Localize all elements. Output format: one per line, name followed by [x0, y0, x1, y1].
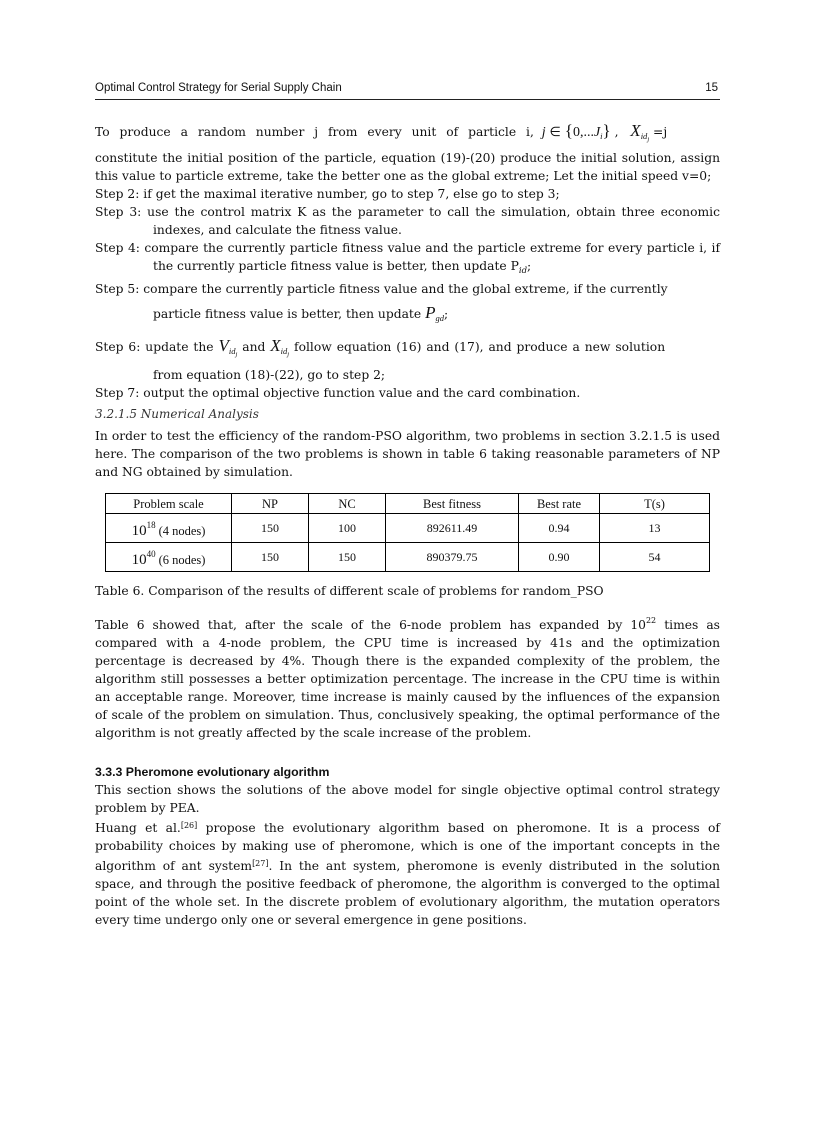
scale-exponent: 18 — [146, 520, 156, 530]
col-header-best-fitness: Best fitness — [386, 494, 519, 514]
pea-text-a: Huang et al. — [95, 821, 181, 835]
col-header-np: NP — [232, 494, 309, 514]
section-heading-numerical: 3.2.1.5 Numerical Analysis — [95, 407, 259, 421]
step-4-sub: id — [518, 266, 528, 276]
math-set: $\{0,...J_i\}$ — [564, 121, 611, 141]
cell-nc: 150 — [309, 543, 386, 572]
step-4-end: ; — [527, 259, 532, 273]
running-header — [95, 82, 720, 100]
intro-text-2: =j — [653, 125, 668, 139]
step-6-text-b: and — [242, 340, 266, 354]
intro-text-1: To produce a random number j from every unit of particle i, — [95, 125, 534, 139]
running-header-title: Optimal Control Strategy for Serial Supply Chain — [95, 82, 342, 94]
step-5-text: particle fitness value is better, then update — [153, 307, 422, 321]
col-header-problem-scale: Problem scale — [106, 494, 232, 514]
cell-np: 150 — [232, 543, 309, 572]
pea-text-b: propose the evolutionary algorithm based on pheromone. It is a process of probability choices by making use of pheromone, which is one of the important concepts in the algorithm of ant system — [95, 821, 720, 873]
page-number: 15 — [705, 82, 718, 94]
math-x-idj-2: $X_{id_j}$ — [270, 336, 290, 358]
cell-time: 13 — [600, 514, 710, 543]
results-table — [105, 493, 710, 572]
cell-time: 54 — [600, 543, 710, 572]
citation-27: [27] — [252, 859, 269, 868]
step-5-end: ; — [443, 307, 449, 321]
discussion-text-a: Table 6 showed that, after the scale of the 6-node problem has expanded by 10 — [95, 618, 646, 632]
step-6-cont: from equation (18)-(22), go to step 2; — [153, 368, 386, 382]
math-p-gd: $P_{gd}$ — [425, 303, 444, 323]
scale-base: 10 — [131, 552, 147, 568]
pea-text-c: . In the ant system, pheromone is evenly distributed in the solution space, and through the positive feedback of pheromone, the algorithm is converged to the optimal point of the whole set. In the discrete problem of evolutionary algorithm, the mutation operators every time undergo only one or several emergence in gene positions. — [95, 859, 720, 927]
step-4 — [95, 239, 720, 280]
step-6-text-a: Step 6: update the — [95, 340, 214, 354]
scale-label: (6 nodes) — [158, 553, 206, 567]
table-row — [106, 543, 710, 572]
section-heading-pea: 3.3.3 Pheromone evolutionary algorithm — [95, 765, 330, 779]
body-text — [95, 122, 720, 929]
cell-problem-scale — [106, 543, 232, 572]
citation-26: [26] — [180, 821, 198, 830]
math-x-idj: $X_{id_j}$ — [630, 121, 650, 143]
step-5: Step 5: compare the currently particle fitness value and the global extreme, if the currently — [95, 282, 668, 296]
cell-best-rate: 0.94 — [519, 514, 600, 543]
step-6-text-c: follow equation (16) and (17), and produce a new solution — [294, 340, 666, 354]
paragraph-numerical: In order to test the efficiency of the random-PSO algorithm, two problems in section 3.2.1.5 is used here. The comparison of the two problems is shown in table 6 taking reasonable parameters of NP and NG obtained by simulation. — [95, 429, 720, 479]
intro-paragraph-cont: constitute the initial position of the particle, equation (19)-(20) produce the initial solution, assign this value to particle extreme, take the better one as the global extreme; Let the initial speed v=0; — [95, 151, 720, 183]
intro-paragraph — [95, 122, 720, 149]
step-7: Step 7: output the optimal objective function value and the card combination. — [95, 386, 581, 400]
math-elem-symbol: ∈ — [549, 124, 561, 139]
math-j-in-set: j — [541, 125, 546, 140]
col-header-best-rate: Best rate — [519, 494, 600, 514]
step-6 — [95, 335, 720, 366]
step-2: Step 2: if get the maximal iterative number, go to step 7, else go to step 3; — [95, 187, 560, 201]
document-page — [95, 0, 720, 1123]
math-v-idj: $V_{id_j}$ — [218, 336, 238, 358]
table-caption: Table 6. Comparison of the results of different scale of problems for random_PSO — [95, 584, 604, 598]
cell-best-rate: 0.90 — [519, 543, 600, 572]
col-header-time: T(s) — [600, 494, 710, 514]
col-header-nc: NC — [309, 494, 386, 514]
discussion-exponent: 22 — [645, 616, 657, 625]
step-3: Step 3: use the control matrix K as the parameter to call the simulation, obtain three economic indexes, and calculate the fitness value. — [95, 205, 720, 237]
scale-exponent: 40 — [146, 549, 156, 559]
step-4-text: Step 4: compare the currently particle fitness value and the particle extreme for every particle i, if the currently particle fitness value is better, then update P — [95, 241, 720, 273]
cell-nc: 100 — [309, 514, 386, 543]
cell-np: 150 — [232, 514, 309, 543]
scale-base: 10 — [131, 523, 147, 539]
cell-best-fitness: 892611.49 — [386, 514, 519, 543]
paragraph-table-discussion — [95, 612, 720, 742]
scale-label: (4 nodes) — [158, 524, 206, 538]
discussion-text-b: times as compared with a 4-node problem, the CPU time is increased by 41s and the optimization percentage is decreased by 4%. Though there is the expanded complexity of the problem, the algorithm still possesses a better optimization percentage. The increase in the CPU time is within an acceptable range. Moreover, time increase is mainly caused by the influences of the expansion of scale of the problem on simulation. Thus, conclusively speaking, the optimal performance of the algorithm is not greatly affected by the scale increase of the problem. — [95, 618, 720, 740]
step-5-cont — [95, 302, 720, 329]
cell-problem-scale — [106, 514, 232, 543]
math-comma: , — [614, 125, 627, 139]
cell-best-fitness: 890379.75 — [386, 543, 519, 572]
paragraph-pea-2 — [95, 817, 720, 929]
table-row — [106, 514, 710, 543]
table-header-row — [106, 494, 710, 514]
paragraph-pea-1: This section shows the solutions of the above model for single objective optimal control strategy problem by PEA. — [95, 783, 720, 815]
